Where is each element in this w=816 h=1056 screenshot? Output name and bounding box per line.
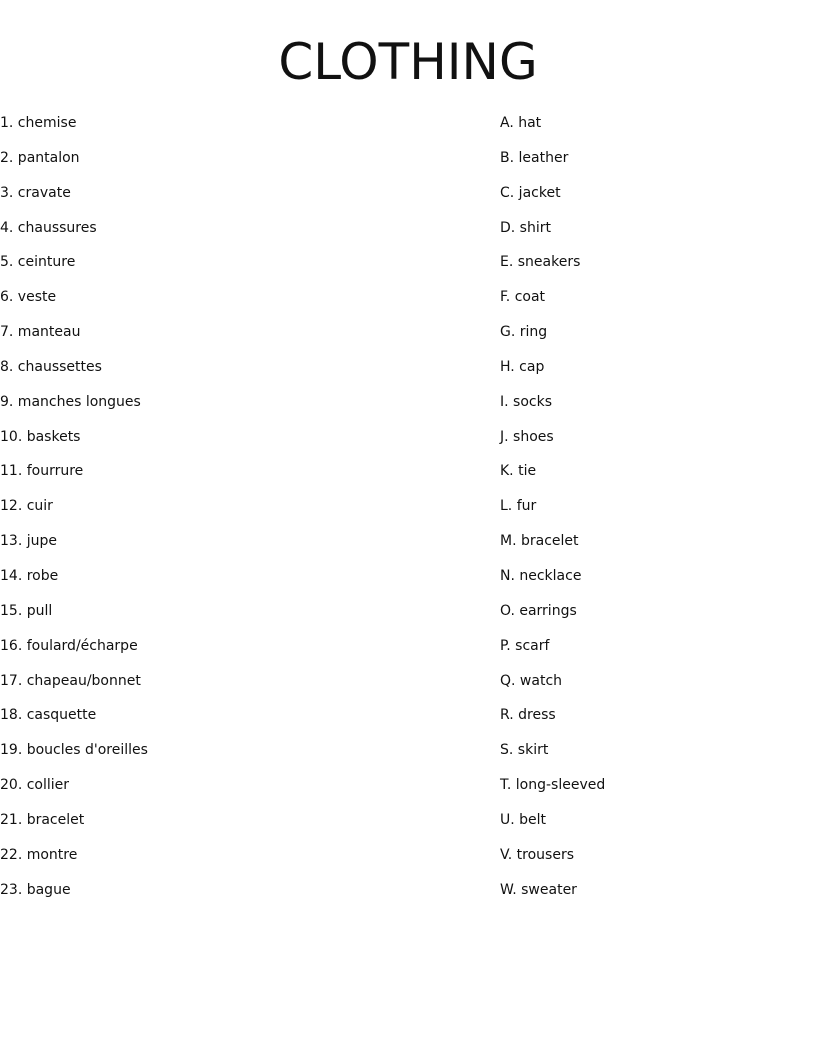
french-term-item: 11. fourrure [0, 463, 84, 480]
french-term-item: 12. cuir [0, 498, 53, 515]
english-terms-list [500, 113, 800, 914]
french-term-item: 13. jupe [0, 533, 57, 550]
english-term-item: R. dress [500, 707, 556, 724]
english-term-item: B. leather [500, 149, 569, 166]
french-term-item: 16. foulard/écharpe [0, 637, 138, 654]
english-term-item: F. coat [500, 289, 546, 306]
french-term-item: 18. casquette [0, 707, 97, 724]
french-term-item: 14. robe [0, 567, 59, 584]
french-term-item: 1. chemise [0, 115, 77, 131]
english-term-item: D. shirt [500, 219, 551, 236]
french-term-item: 7. manteau [0, 324, 81, 341]
page-title: CLOTHING [278, 33, 538, 91]
french-term-item: 22. montre [0, 846, 78, 863]
english-term-item: K. tie [500, 463, 537, 480]
english-term-item: I. socks [500, 393, 552, 410]
french-term-item: 21. bracelet [0, 811, 85, 828]
english-term-item: P. scarf [500, 637, 550, 654]
english-term-item: T. long-sleeved [500, 777, 606, 794]
french-term-item: 3. cravate [0, 184, 71, 201]
english-term-item: E. sneakers [500, 254, 581, 271]
english-term-item: H. cap [500, 358, 545, 375]
french-term-item: 2. pantalon [0, 149, 80, 166]
english-term-item: N. necklace [500, 567, 582, 584]
french-term-item: 10. baskets [0, 428, 81, 445]
english-term-item: Q. watch [500, 672, 563, 689]
english-term-item: O. earrings [500, 602, 577, 619]
french-term-item: 4. chaussures [0, 219, 97, 236]
english-term-item: G. ring [500, 324, 548, 341]
french-term-item: 20. collier [0, 777, 70, 794]
english-term-item: C. jacket [500, 184, 561, 201]
english-term-item: U. belt [500, 811, 547, 828]
french-term-item: 8. chaussettes [0, 358, 102, 375]
french-term-item: 5. ceinture [0, 254, 76, 271]
french-term-item: 17. chapeau/bonnet [0, 672, 141, 689]
french-term-item: 23. bague [0, 881, 71, 898]
french-term-item: 9. manches longues [0, 393, 141, 410]
english-term-item: V. trousers [500, 846, 575, 863]
french-term-item: 15. pull [0, 602, 53, 619]
french-terms-list [0, 113, 480, 914]
english-term-item: W. sweater [500, 881, 577, 898]
english-term-item: L. fur [500, 498, 537, 515]
english-term-item: J. shoes [500, 428, 554, 445]
french-term-item: 19. boucles d'oreilles [0, 742, 148, 759]
english-term-item: M. bracelet [500, 533, 579, 550]
english-term-item: S. skirt [500, 742, 549, 759]
english-term-item: A. hat [500, 115, 542, 131]
french-term-item: 6. veste [0, 289, 57, 306]
